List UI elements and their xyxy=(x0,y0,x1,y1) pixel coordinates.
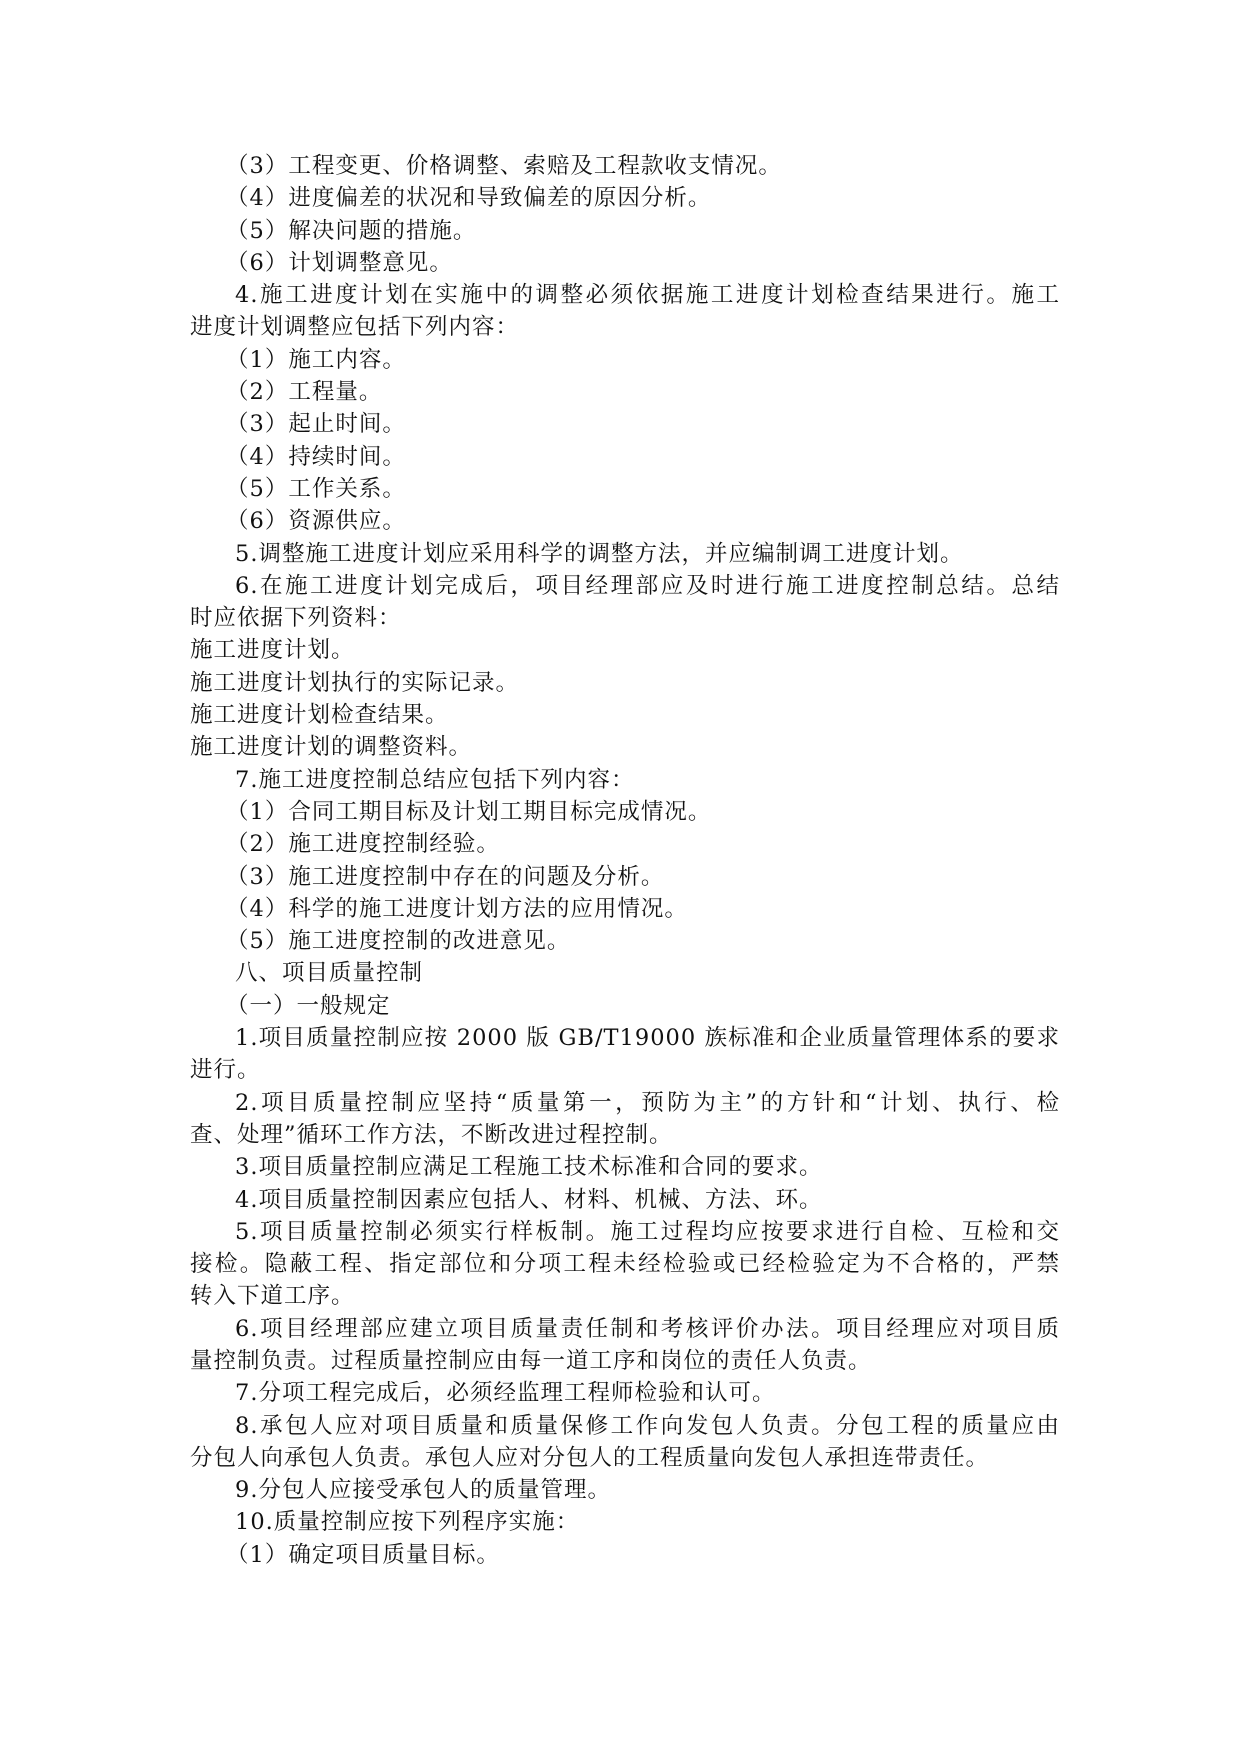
text-line: （1）合同工期目标及计划工期目标完成情况。 xyxy=(226,798,712,825)
text-line: 转入下道工序。 xyxy=(190,1283,355,1310)
text-line: 时应依据下列资料： xyxy=(190,605,402,632)
text-line: （5）解决问题的措施。 xyxy=(226,217,477,244)
text-line: 5.项目质量控制必须实行样板制。施工过程均应按要求进行自检、互检和交 xyxy=(235,1218,1060,1245)
text-line: （2）施工进度控制经验。 xyxy=(226,831,500,858)
text-line: （3）工程变更、价格调整、索赔及工程款收支情况。 xyxy=(226,153,782,179)
text-line: 进行。 xyxy=(190,1057,261,1084)
text-line: 量控制负责。过程质量控制应由每一道工序和岗位的责任人负责。 xyxy=(190,1347,872,1374)
text-line: （4）持续时间。 xyxy=(226,443,406,470)
text-line: （1）确定项目质量目标。 xyxy=(226,1541,500,1568)
text-line: 3.项目质量控制应满足工程施工技术标准和合同的要求。 xyxy=(235,1154,823,1181)
text-line: （1）施工内容。 xyxy=(226,346,406,373)
text-line: （一）一般规定 xyxy=(226,992,391,1019)
text-line: （6）计划调整意见。 xyxy=(226,249,453,276)
text-line: 10.质量控制应按下列程序实施： xyxy=(235,1509,580,1536)
text-line: 7.施工进度控制总结应包括下列内容： xyxy=(235,766,635,793)
text-line: 查、处理”循环工作方法，不断改进过程控制。 xyxy=(190,1121,673,1148)
text-line: 8.承包人应对项目质量和质量保修工作向发包人负责。分包工程的质量应由 xyxy=(235,1412,1060,1439)
text-line: （2）工程量。 xyxy=(226,379,383,406)
text-line: 6.在施工进度计划完成后，项目经理部应及时进行施工进度控制总结。总结 xyxy=(235,572,1060,599)
text-line: （3）施工进度控制中存在的问题及分析。 xyxy=(226,863,665,890)
text-line: 2.项目质量控制应坚持“质量第一，预防为主”的方针和“计划、执行、检 xyxy=(235,1089,1060,1116)
text-line: （6）资源供应。 xyxy=(226,508,406,535)
text-line: 1.项目质量控制应按 2000 版 GB/T19000 族标准和企业质量管理体系的要求 xyxy=(235,1025,1060,1052)
text-line: 施工进度计划检查结果。 xyxy=(190,702,449,729)
text-line: 施工进度计划的调整资料。 xyxy=(190,734,473,761)
text-line: 八、项目质量控制 xyxy=(235,960,424,987)
text-line: （5）工作关系。 xyxy=(226,475,406,502)
text-line: 7.分项工程完成后，必须经监理工程师检验和认可。 xyxy=(235,1380,776,1407)
text-line: （4）进度偏差的状况和导致偏差的原因分析。 xyxy=(226,185,712,212)
text-line: （5）施工进度控制的改进意见。 xyxy=(226,928,571,955)
text-line: （4）科学的施工进度计划方法的应用情况。 xyxy=(226,895,688,922)
text-line: 接检。隐蔽工程、指定部位和分项工程未经检验或已经检验定为不合格的，严禁 xyxy=(190,1251,1060,1278)
text-line: 6.项目经理部应建立项目质量责任制和考核评价办法。项目经理应对项目质 xyxy=(235,1315,1060,1342)
text-line: 5.调整施工进度计划应采用科学的调整方法，并应编制调工进度计划。 xyxy=(235,540,964,567)
text-line: 9.分包人应接受承包人的质量管理。 xyxy=(235,1477,611,1504)
text-line: 施工进度计划执行的实际记录。 xyxy=(190,669,520,696)
text-line: 4.施工进度计划在实施中的调整必须依据施工进度计划检查结果进行。施工 xyxy=(235,282,1060,309)
text-line: 分包人向承包人负责。承包人应对分包人的工程质量向发包人承担连带责任。 xyxy=(190,1444,990,1471)
document-body xyxy=(190,150,1060,1571)
text-line: 进度计划调整应包括下列内容： xyxy=(190,314,520,341)
text-line: 施工进度计划。 xyxy=(190,637,355,664)
text-line: 4.项目质量控制因素应包括人、材料、机械、方法、环。 xyxy=(235,1186,823,1213)
text-line: （3）起止时间。 xyxy=(226,411,406,438)
